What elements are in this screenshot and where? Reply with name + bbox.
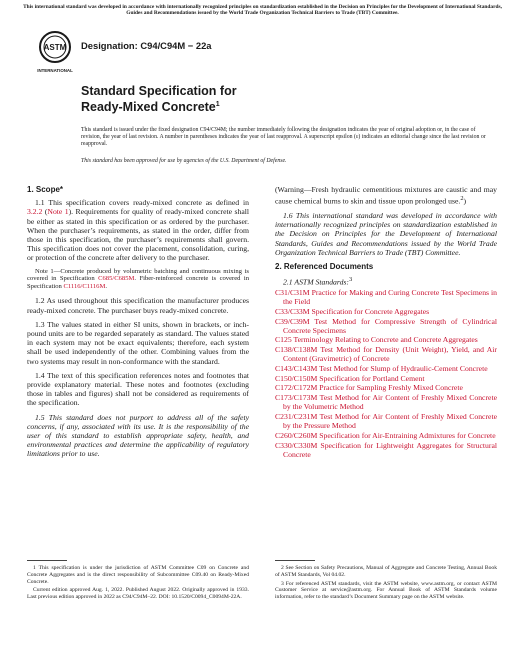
ref-c172[interactable]: C172/C172M Practice for Sampling Freshly Mixed Concrete bbox=[275, 383, 463, 393]
ref-c260[interactable]: C260/C260M Specification for Air-Entraining Admixtures for Concrete bbox=[275, 431, 496, 440]
ref-c31[interactable]: C31/C31M Practice for Making and Curing Concrete Test Specimens in the Field bbox=[275, 287, 497, 307]
footnote-1-edition: Current edition approved Aug. 1, 2022. Published August 2022. Originally approved in 1933. Last previous edition approved in 2022 as C94/C94M–22. DOI: 10.1520/C0094_C0094M-22A. bbox=[27, 587, 249, 601]
ref-c231[interactable]: C231/C231M Test Method for Air Content of Freshly Mixed Concrete by the Pressure Method bbox=[275, 412, 497, 431]
footnote-ref-2[interactable]: 2 bbox=[460, 195, 464, 203]
ref-c143[interactable]: C143/C143M Test Method for Slump of Hydraulic-Cement Concrete bbox=[275, 364, 488, 374]
left-column bbox=[27, 185, 249, 464]
footnote-ref-3[interactable]: 3 bbox=[349, 276, 353, 284]
link-note-1[interactable]: Note 1 bbox=[47, 207, 69, 217]
link-c1116[interactable]: C1116/C1116M bbox=[63, 282, 106, 290]
ref-c330[interactable]: C330/C330M Specification for Lightweight Aggregates for Structural Concrete bbox=[275, 440, 497, 459]
ref-c33[interactable]: C33/C33M Specification for Concrete Aggregates bbox=[275, 306, 430, 316]
note-1: Note 1—Concrete produced by volumetric batching and continuous mixing is covered in Specification C685/C685M. Fiber-reinforced concrete is covered in Specification C1116/C1116M. bbox=[27, 267, 249, 290]
referenced-documents-heading: 2. Referenced Documents bbox=[275, 261, 374, 271]
ref-c39[interactable]: C39/C39M Test Method for Compressive Strength of Cylindrical Concrete Specimens bbox=[275, 316, 497, 335]
footnotes-left bbox=[27, 565, 249, 603]
footnote-divider-left bbox=[27, 560, 67, 561]
document-title bbox=[81, 84, 237, 114]
warning-paragraph: (Warning—Fresh hydraulic cementitious mixtures are caustic and may cause chemical burns to skin and tissue upon prolonged use.$^2$) bbox=[275, 185, 497, 206]
paragraph-1-5: 1.5 This standard does not purport to address all of the safety concerns, if any, associated with its use. It is the responsibility of the user of this standard to establish appropriate safety, health, and environmental practices and determine the applicability of regulatory limitations prior to use. bbox=[27, 412, 249, 459]
approval-note: This standard has been approved for use by agencies of the U.S. Department of Defense. bbox=[81, 158, 287, 164]
footnote-divider-right bbox=[275, 560, 315, 561]
footnotes-right bbox=[275, 565, 497, 603]
title-footnote-ref[interactable]: 1 bbox=[215, 101, 220, 108]
paragraph-1-2: 1.2 As used throughout this specification the manufacturer produces ready-mixed concrete. The purchaser buys ready-mixed concrete. bbox=[27, 296, 249, 315]
paragraph-1-6: 1.6 This international standard was developed in accordance with internationally recognized principles on standardization established in the Decision on Principles for the Development of International Standards, Guides and Recommendations issued by the World Trade Organization Technical Barriers to Trade (TBT) Committee. bbox=[275, 210, 497, 257]
designation: Designation: C94/C94M − 22a bbox=[81, 40, 212, 51]
link-c685[interactable]: C685/C685M bbox=[98, 275, 135, 283]
scope-heading: 1. Scope* bbox=[27, 185, 64, 194]
footnote-3: 3 For referenced ASTM standards, visit the ASTM website, www.astm.org, or contact ASTM Customer Service at service@astm.org. For Annual Book of ASTM Standards volume information, refer to the standard’s Document Summary page on the ASTM website. bbox=[275, 580, 497, 601]
footnote-2: 2 See Section on Safety Precautions, Manual of Aggregate and Concrete Testing, Annual Book of ASTM Standards, Vol 04.02. bbox=[275, 565, 497, 578]
ref-c150[interactable]: C150/C150M Specification for Portland Cement bbox=[275, 373, 425, 383]
ref-c138[interactable]: C138/C138M Test Method for Density (Unit Weight), Yield, and Air Content (Gravimetric) of Concrete bbox=[275, 345, 497, 364]
paragraph-1-4: 1.4 The text of this specification references notes and footnotes that provide explanatory material. These notes and footnotes (excluding those in tables and figures) shall not be considered as requirements of the specification. bbox=[27, 370, 249, 408]
link-3-2-2[interactable]: 3.2.2 bbox=[27, 207, 43, 217]
paragraph-1-3: 1.3 The values stated in either SI units, shown in brackets, or inch-pound units are to be regarded separately as standard. The values stated in each system may not be exact equivalents; therefore, each system shall be used independently of the other. Combining values from the two systems may result in non-conformance with the standard. bbox=[27, 319, 249, 366]
logo-subtext: INTERNATIONAL bbox=[37, 68, 73, 73]
paragraph-2-1: 2.1 ASTM Standards:$^3$ bbox=[283, 276, 353, 287]
astm-standards-list bbox=[275, 288, 497, 459]
top-notice: This international standard was developed in accordance with internationally recognized principles on standardization established in the Decision on Principles for the Development of International Standards, Guides and Recommendations issued by the World Trade Organization Technical Barriers to Trade (TBT) Committee. bbox=[23, 4, 502, 17]
paragraph-1-1: 1.1 This specification covers ready-mixed concrete as defined in 3.2.2 (Note 1). Requirements for quality of ready-mixed concrete shall be either as stated in this specification or as ordered by the purchaser. When the purchaser’s requirements, as stated in the order, differ from those in this specification, the purchaser’s requirements shall govern. This specification does not cover the placement, consolidation, curing, or protection of the concrete after delivery to the purchaser. bbox=[27, 198, 250, 263]
footnote-1: 1 This specification is under the jurisdiction of ASTM Committee C09 on Concrete and Concrete Aggregates and is the direct responsibility of Subcommittee C09.40 on Ready-Mixed Concrete. bbox=[27, 565, 249, 585]
logo-text: ASTM bbox=[43, 43, 67, 52]
title-line-1: Standard Specification for bbox=[81, 84, 237, 98]
title-line-2: Ready-Mixed Concrete bbox=[81, 100, 216, 115]
ref-c125[interactable]: C125 Terminology Relating to Concrete and Concrete Aggregates bbox=[275, 335, 478, 345]
right-column bbox=[275, 185, 497, 460]
astm-logo bbox=[37, 30, 73, 76]
ref-c173[interactable]: C173/C173M Test Method for Air Content of Freshly Mixed Concrete by the Volumetric Method bbox=[275, 393, 497, 412]
standard-issue-note: This standard is issued under the fixed designation C94/C94M; the number immediately following the designation indicates the year of original adoption or, in the case of revision, the year of last revision. A number in parentheses indicates the year of last reapproval. A superscript epsilon (ε) indicates an editorial change since the last revision or reapproval. bbox=[81, 127, 486, 148]
